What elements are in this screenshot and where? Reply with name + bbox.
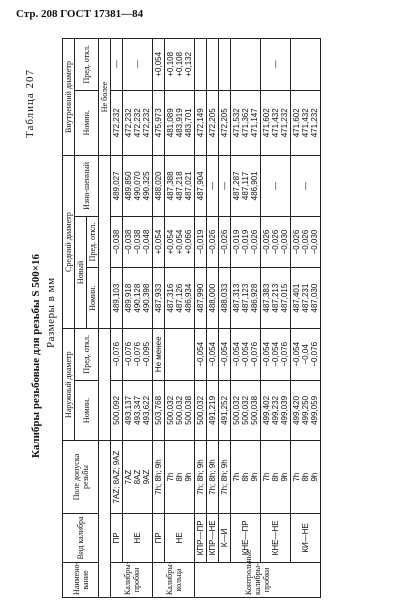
gauge-table bbox=[62, 38, 321, 598]
cell-id: — bbox=[111, 39, 123, 91]
cell-type: ПР bbox=[111, 513, 123, 562]
cell-mw: 489,850 490,070 490,325 bbox=[123, 156, 153, 217]
header-middle: Средний диаметр bbox=[63, 156, 75, 329]
cell-mw: — bbox=[261, 156, 291, 217]
cell-on: 503,768 bbox=[153, 380, 165, 441]
cell-id bbox=[195, 39, 207, 91]
cell-md: −0,038 bbox=[111, 216, 123, 267]
table-row bbox=[153, 39, 165, 598]
cell-type: НЕ bbox=[165, 513, 195, 562]
table-row bbox=[165, 39, 195, 598]
cell-mw: 487,287 487,117 486,901 bbox=[231, 156, 261, 217]
cell-md: −0,026 −0,026 −0,030 bbox=[261, 216, 291, 267]
cell-on: 500,032 bbox=[195, 380, 207, 441]
cell-on: 500,032 500,032 500,038 bbox=[165, 380, 195, 441]
header-outer: Наружный диаметр bbox=[63, 329, 75, 441]
cell-mn: 488,000 bbox=[207, 268, 219, 329]
group-label: Контрольные калибры-пробки bbox=[195, 562, 321, 597]
cell-mn: 487,383 487,213 487,015 bbox=[261, 268, 291, 329]
cell-od: −0,054 −0,054 −0,076 bbox=[261, 329, 291, 380]
cell-od: −0,054 −0,054 −0,076 bbox=[231, 329, 261, 380]
cell-in: 471,532 471,362 471,147 bbox=[231, 90, 261, 155]
header-outer-nom: Номин. bbox=[75, 380, 99, 441]
table-row bbox=[219, 39, 231, 598]
header-wear: Изно-шенный bbox=[75, 156, 99, 217]
cell-type: НЕ bbox=[123, 513, 153, 562]
cell-mw: 487,388 487,218 487,021 bbox=[165, 156, 195, 217]
cell-md: −0,038 −0,038 −0,048 bbox=[123, 216, 153, 267]
cell-in: 472,232 bbox=[111, 90, 123, 155]
cell-type: КНЕ—ПР bbox=[231, 513, 261, 562]
cell-mn: 487,316 487,126 486,934 bbox=[165, 268, 195, 329]
header-new: Новый bbox=[75, 216, 87, 328]
cell-md: −0,019 −0,019 −0,026 bbox=[231, 216, 261, 267]
cell-type: К—И bbox=[219, 513, 231, 562]
table-row bbox=[207, 39, 219, 598]
header-inner-dev: Пред. откл. bbox=[75, 39, 99, 91]
cell-od: −0,076 bbox=[111, 329, 123, 380]
header-outer-dev: Пред. откл. bbox=[75, 329, 99, 380]
not-more-note: Не более bbox=[99, 39, 111, 156]
table-title: Калибры резьбовые для резьбы S 500×16 bbox=[30, 253, 42, 458]
cell-mw: 489,027 bbox=[111, 156, 123, 217]
cell-mw: 488,020 bbox=[153, 156, 165, 217]
cell-mw: 487,904 bbox=[195, 156, 207, 217]
cell-tol: 7h 8h 9h bbox=[261, 441, 291, 513]
cell-in: 481,089 483,919 483,701 bbox=[165, 90, 195, 155]
cell-on: 500,092 bbox=[111, 380, 123, 441]
cell-in: 472,232 472,232 472,232 bbox=[123, 90, 153, 155]
header-type: Вид калибра bbox=[63, 513, 99, 562]
cell-od: −0,076 −0,076 −0,095 bbox=[123, 329, 153, 380]
cell-od: −0,054 bbox=[195, 329, 207, 380]
cell-type: КПР—НЕ bbox=[207, 513, 219, 562]
header-inner: Внутренний диаметр bbox=[63, 39, 75, 156]
cell-on: 491,219 bbox=[207, 380, 219, 441]
cell-type: КНЕ—НЕ bbox=[261, 513, 291, 562]
cell-in: 472,205 bbox=[219, 90, 231, 155]
cell-od: −0,054 bbox=[207, 329, 219, 380]
table-row bbox=[261, 39, 291, 598]
header-name: Наимено-вание bbox=[63, 562, 99, 597]
table-row bbox=[195, 39, 207, 598]
cell-in: 471,602 471,432 471,232 bbox=[291, 90, 321, 155]
cell-id: +0,054 bbox=[153, 39, 165, 91]
spacer-cell bbox=[99, 441, 111, 598]
spacer-cell bbox=[99, 156, 111, 329]
cell-type: КПР—ПР bbox=[195, 513, 207, 562]
cell-od: −0,054 bbox=[219, 329, 231, 380]
cell-mw: — bbox=[291, 156, 321, 217]
cell-tol: 7h 8h 9h bbox=[165, 441, 195, 513]
cell-mn: 487,990 bbox=[195, 268, 207, 329]
cell-type: КИ—НЕ bbox=[291, 513, 321, 562]
cell-id bbox=[231, 39, 261, 91]
cell-tol: 7h; 8h; 9h bbox=[219, 441, 231, 513]
cell-od: Не менее bbox=[153, 329, 165, 380]
cell-mw: — bbox=[219, 156, 231, 217]
cell-tol: 7h 8h 9h bbox=[231, 441, 261, 513]
cell-on: 491,252 bbox=[219, 380, 231, 441]
cell-in: 472,205 bbox=[207, 90, 219, 155]
cell-id bbox=[291, 39, 321, 91]
cell-mn: 489,918 490,128 490,398 bbox=[123, 268, 153, 329]
group-label: Калибры-кольца bbox=[153, 562, 195, 597]
cell-md: −0,019 bbox=[195, 216, 207, 267]
cell-tol: 7h; 8h; 9h bbox=[207, 441, 219, 513]
cell-mn: 488,033 bbox=[219, 268, 231, 329]
table-row bbox=[231, 39, 261, 598]
cell-on: 499,420 499,250 499,059 bbox=[291, 380, 321, 441]
page-header: Стр. 208 ГОСТ 17381—84 bbox=[16, 8, 144, 20]
cell-mw: — bbox=[207, 156, 219, 217]
cell-in: 472,149 bbox=[195, 90, 207, 155]
cell-mn: 487,933 bbox=[153, 268, 165, 329]
cell-on: 493,137 493,347 493,622 bbox=[123, 380, 153, 441]
table-row bbox=[291, 39, 321, 598]
cell-md: −0,026 bbox=[207, 216, 219, 267]
cell-tol: 7h; 8h; 9h bbox=[195, 441, 207, 513]
cell-mn: 489,103 bbox=[111, 268, 123, 329]
header-middle-nom: Номин. bbox=[87, 268, 99, 329]
cell-type: ПР bbox=[153, 513, 165, 562]
cell-md: −0,026 bbox=[219, 216, 231, 267]
table-label: Таблица 207 bbox=[24, 68, 36, 138]
table-row bbox=[111, 39, 123, 598]
header-middle-dev: Пред. откл. bbox=[87, 216, 99, 267]
units-caption: Размеры в мм bbox=[45, 277, 57, 348]
cell-mn: 487,313 487,123 486,928 bbox=[231, 268, 261, 329]
cell-md: +0,054 +0,054 +0,066 bbox=[165, 216, 195, 267]
table-row bbox=[123, 39, 153, 598]
cell-on: 499,402 499,232 499,039 bbox=[261, 380, 291, 441]
cell-on: 500,032 500,032 500,038 bbox=[231, 380, 261, 441]
cell-tol: 7AZ 8AZ 9AZ bbox=[123, 441, 153, 513]
cell-od: −0,054 −0,04 −0,076 bbox=[291, 329, 321, 380]
cell-tol: 7h 8h 9h bbox=[291, 441, 321, 513]
group-label: Калибры-пробки bbox=[111, 562, 153, 597]
cell-mn: 487,401 487,231 487,030 bbox=[291, 268, 321, 329]
cell-od bbox=[165, 329, 195, 380]
cell-id: +0,108 +0,108 +0,132 bbox=[165, 39, 195, 91]
cell-in: 471,602 471,432 471,232 bbox=[261, 90, 291, 155]
cell-md: −0,026 −0,026 −0,030 bbox=[291, 216, 321, 267]
rotated-table-area bbox=[22, 38, 407, 598]
header-tolerance: Поле допуска резьбы bbox=[63, 441, 99, 513]
cell-id bbox=[219, 39, 231, 91]
header-inner-nom: Номин. bbox=[75, 90, 99, 155]
cell-md: +0,054 bbox=[153, 216, 165, 267]
cell-tol: 7AZ; 8AZ; 9AZ bbox=[111, 441, 123, 513]
cell-id: — bbox=[123, 39, 153, 91]
cell-tol: 7h; 8h; 9h bbox=[153, 441, 165, 513]
cell-id bbox=[207, 39, 219, 91]
cell-in: 475,973 bbox=[153, 90, 165, 155]
cell-id: — bbox=[261, 39, 291, 91]
spacer-cell bbox=[99, 329, 111, 441]
